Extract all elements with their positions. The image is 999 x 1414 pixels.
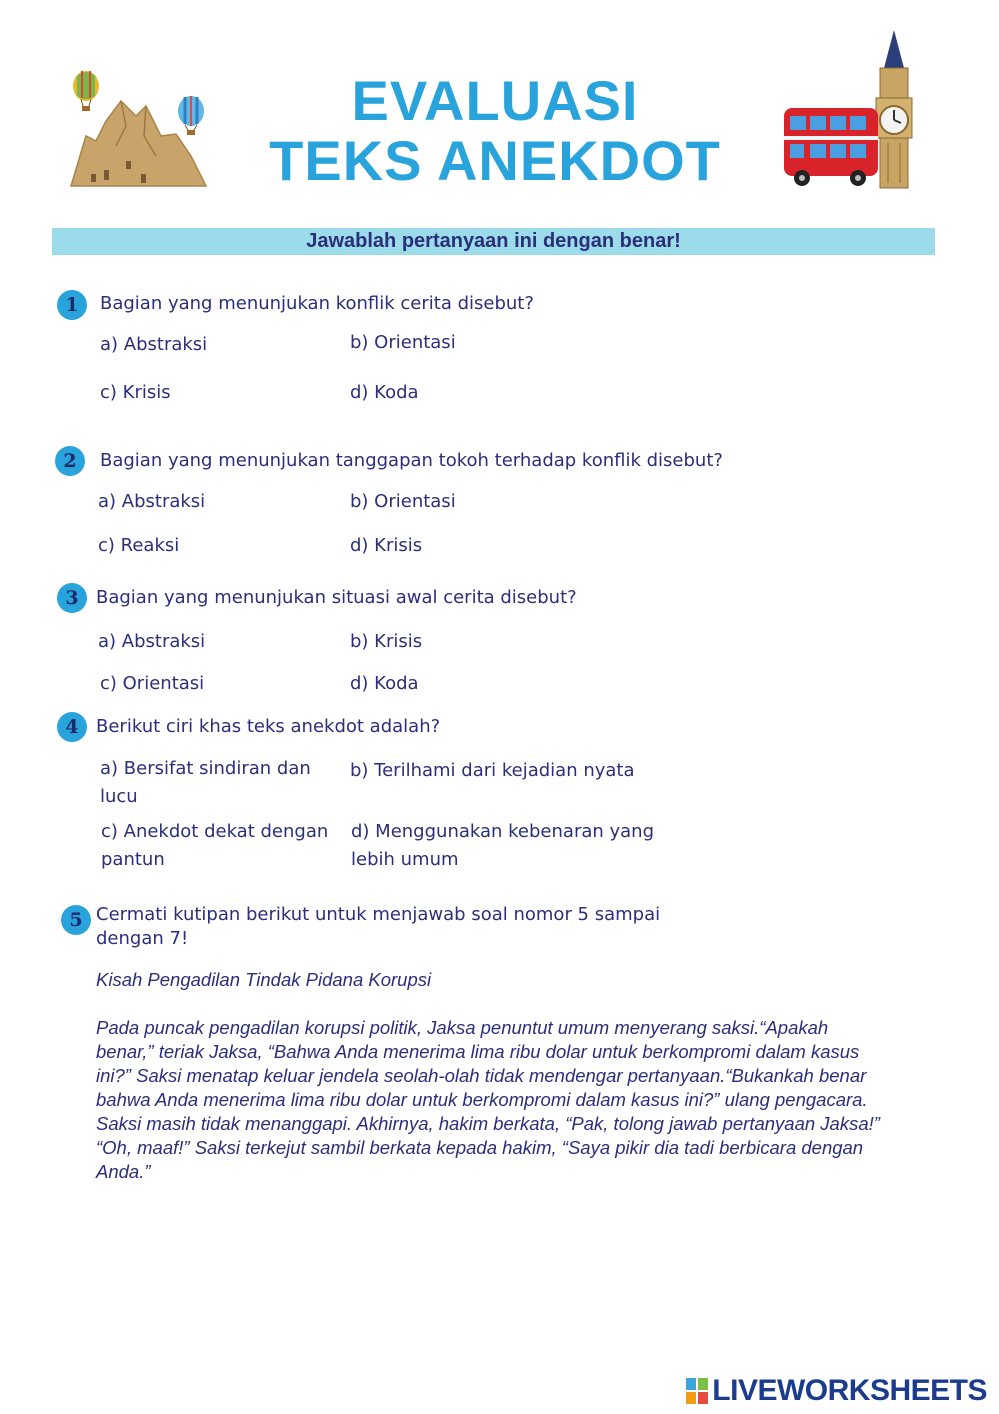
answer-option[interactable]: a) Abstraksi [98,491,206,512]
answer-option[interactable]: b) Orientasi [350,332,456,353]
page-title-line2: TEKS ANEKDOT [269,129,721,192]
hot-air-balloon-icon [178,96,204,135]
answer-option[interactable]: d) Menggunakan kebenaran yang lebih umum [351,821,655,870]
story-paragraph: “Oh, maaf!” Saksi terkejut sambil berkata kepada hakim, “Saya pikir dia tadi berbicara dengan Anda.” [96,1137,864,1182]
clock-tower-icon [876,30,912,188]
page-title-line1: EVALUASI [351,69,639,132]
question-number-badge: 4 [57,712,87,742]
hot-air-balloon-icon [73,71,99,111]
answer-option[interactable]: c) Orientasi [100,673,205,694]
answer-option[interactable]: d) Koda [350,673,419,694]
answer-option[interactable]: d) Koda [350,382,419,403]
answer-option[interactable]: c) Krisis [100,382,171,403]
story-paragraph: Saksi masih tidak menanggapi. Akhirnya, hakim berkata, “Pak, tolong jawab pertanyaan Jaksa!” [96,1113,880,1134]
brand-name: LIVEWORKSHEETS [712,1374,987,1407]
instruction-banner: Jawablah pertanyaan ini dengan benar! [52,228,935,255]
answer-option[interactable]: c) Reaksi [98,535,180,556]
story-body [96,1016,886,1184]
question-text: Bagian yang menunjukan konflik cerita disebut? [100,293,534,314]
question-number-badge: 1 [57,290,87,320]
answer-option[interactable]: b) Krisis [350,631,423,652]
bus-clock-tower-illustration [780,28,920,190]
answer-option[interactable]: b) Orientasi [350,491,456,512]
question-text-line2: dengan 7! [96,928,189,949]
liveworksheets-brand [686,1374,987,1408]
answer-option[interactable]: a) Abstraksi [100,334,208,355]
story-title: Kisah Pengadilan Tindak Pidana Korupsi [96,969,432,990]
answer-option[interactable]: a) Abstraksi [98,631,206,652]
mountain-balloons-illustration [66,66,216,191]
question-text: Berikut ciri khas teks anekdot adalah? [96,716,441,737]
question-number-badge: 2 [55,446,85,476]
answer-option[interactable]: b) Terilhami dari kejadian nyata [350,760,635,781]
question-text-line1: Cermati kutipan berikut untuk menjawab soal nomor 5 sampai [96,904,661,925]
liveworksheets-logo-icon [686,1378,708,1404]
answer-option[interactable]: a) Bersifat sindiran dan lucu [100,758,311,807]
question-text: Bagian yang menunjukan tanggapan tokoh terhadap konflik disebut? [100,450,723,471]
question-text: Bagian yang menunjukan situasi awal cerita disebut? [96,587,577,608]
answer-option[interactable]: c) Anekdot dekat dengan pantun [101,821,329,870]
question-number-badge: 3 [57,583,87,613]
story-paragraph: Pada puncak pengadilan korupsi politik, Jaksa penuntut umum menyerang saksi.“Apakah benar,” teriak Jaksa, “Bahwa Anda menerima lima ribu dolar untuk berkompromi dalam kasus ini?” Saksi menatap keluar jendela seolah-olah tidak mendengar pertanyaan.“Bukankah benar bahwa Anda menerima lima ribu dolar untuk berkompromi dalam kasus ini?” ulang pengacara. [96,1017,868,1110]
answer-option[interactable]: d) Krisis [350,535,423,556]
double-decker-bus-icon [784,108,878,186]
question-number-badge: 5 [61,905,91,935]
